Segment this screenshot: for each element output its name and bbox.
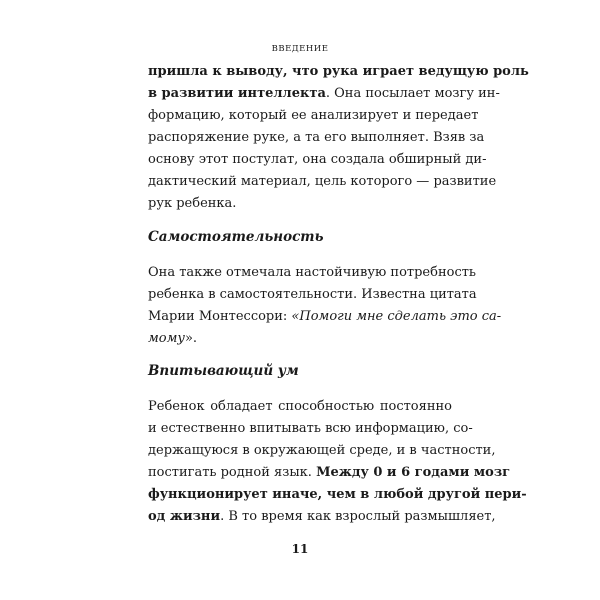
section-heading-absorbent-mind: Впитывающий ум [148, 363, 299, 379]
section-heading-independence: Самостоятельность [148, 229, 324, 245]
paragraph-1-line-3: формацию, который ее анализирует и передает [148, 108, 479, 123]
paragraph-3-line-2: и естественно впитывать всю информацию, со- [148, 421, 473, 436]
page-number: 11 [291, 542, 309, 556]
paragraph-2-line-2: ребенка в самостоятельности. Известна цитата [148, 287, 477, 302]
text-span: ». [184, 331, 198, 346]
quote-text: «Помоги мне сделать это са- [291, 309, 502, 324]
paragraph-3-line-6 [148, 507, 496, 527]
paragraph-1-line-5: основу этот постулат, она создала обширный ди- [148, 152, 487, 167]
running-head: ВВЕДЕНИЕ [271, 44, 329, 54]
paragraph-2-line-4 [148, 329, 452, 349]
paragraph-2-line-1: Она также отмечала настойчивую потребность [148, 265, 476, 280]
paragraph-3-line-1: Ребенок обладает способностью постоянно [148, 399, 452, 414]
bold-text: пришла к выводу, что рука играет ведущую роль [148, 64, 529, 79]
paragraph-1-line-2 [148, 84, 500, 104]
paragraph-3-line-4 [148, 463, 511, 483]
text-span: постигать родной язык. [148, 465, 317, 480]
paragraph-3-line-5 [148, 485, 527, 505]
paragraph-1-line-4: распоряжение руке, а та его выполняет. Взяв за [148, 130, 485, 145]
paragraph-2-line-3 [148, 307, 502, 327]
paragraph-3-line-3: держащуюся в окружающей среде, и в частности, [148, 443, 496, 458]
paragraph-1-line-6: дактический материал, цель которого — развитие [148, 174, 497, 189]
paragraph-1-line-1 [148, 62, 529, 82]
bold-text: в развитии интеллекта [148, 86, 326, 101]
text-span: Марии Монтессори: [148, 309, 292, 324]
paragraph-1-line-7: рук ребенка. [148, 196, 237, 211]
bold-text: функционирует иначе, чем в любой другой пери- [148, 487, 527, 502]
text-span: . В то время как взрослый размышляет, [220, 509, 496, 524]
bold-text: од жизни [148, 509, 221, 524]
text-span: . Она посылает мозгу ин- [325, 86, 500, 101]
bold-text: Между 0 и 6 годами мозг [316, 465, 511, 480]
quote-text: мому [148, 331, 185, 346]
